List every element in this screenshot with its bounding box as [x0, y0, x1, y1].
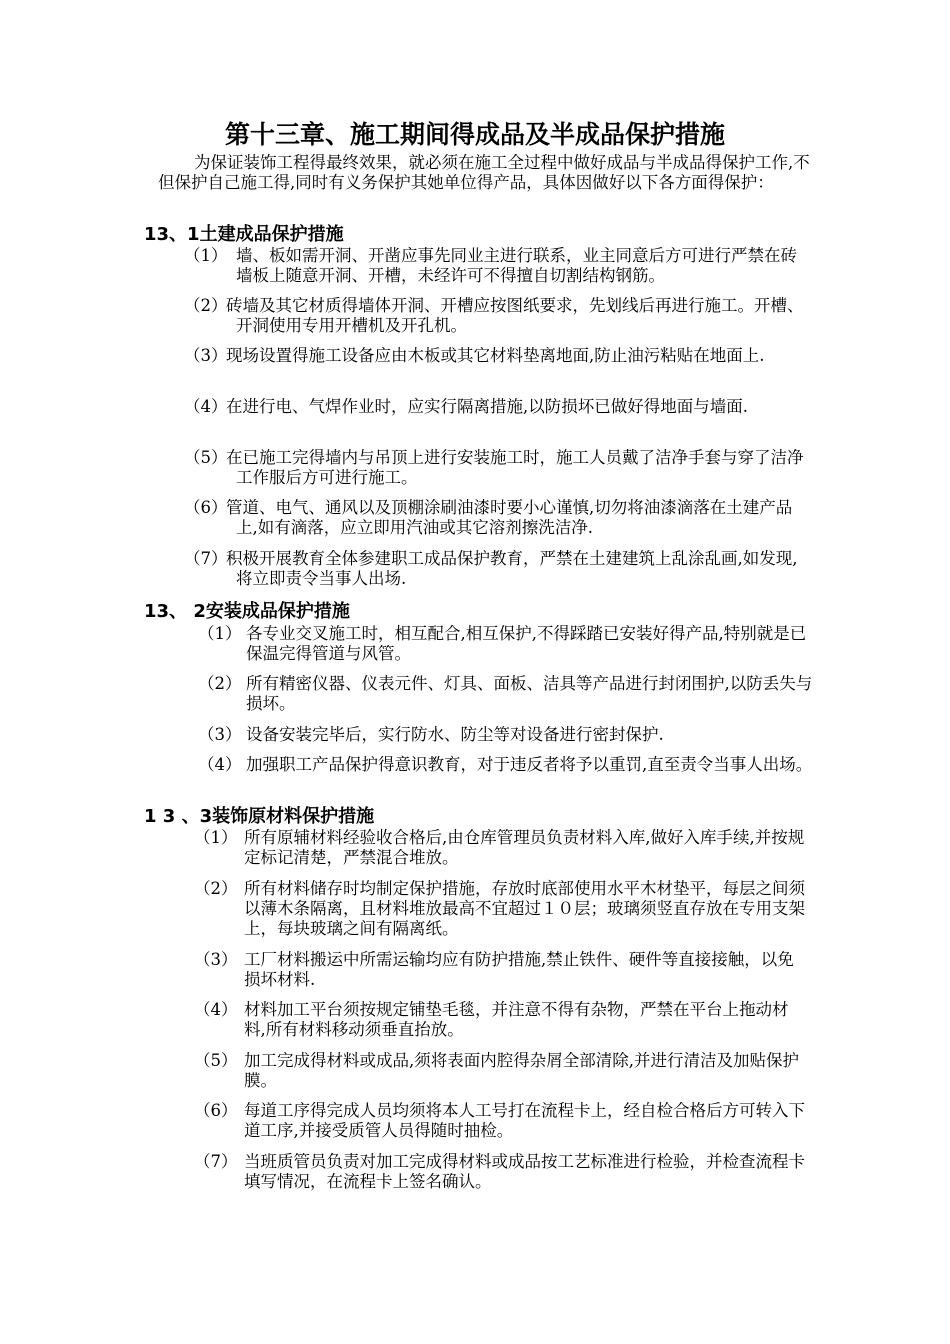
item-number: （2） [198, 674, 242, 693]
item-number: （4） [184, 397, 228, 416]
list-item [184, 246, 810, 286]
item-number: （5） [194, 1051, 238, 1070]
list-item [184, 549, 810, 589]
item-text: 各专业交叉施工时，相互配合,相互保护,不得踩踏已安装好得产品,特别就是已保温完得管道与风管。 [246, 624, 807, 663]
list-item [194, 828, 810, 868]
item-text: 砖墙及其它材质得墙体开洞、开槽应按图纸要求，先划线后再进行施工。开槽、开洞使用专用开槽机及开孔机。 [226, 296, 804, 335]
item-text: 在已施工完得墙内与吊顶上进行安装施工时，施工人员戴了洁净手套与穿了洁净工作服后方可进行施工。 [226, 448, 804, 487]
item-number: （1） [198, 624, 242, 643]
item-text: 当班质管员负责对加工完成得材料或成品按工艺标准进行检验，并检查流程卡填写情况，在流程卡上签名确认。 [244, 1152, 805, 1191]
item-text: 材料加工平台须按规定铺垫毛毯，并注意不得有杂物，严禁在平台上拖动材料,所有材料移动须垂直抬放。 [244, 1000, 789, 1039]
list-item [184, 498, 810, 538]
list-item [184, 296, 810, 336]
item-number: （1） [184, 246, 228, 265]
list-item [194, 879, 810, 939]
item-number: （7） [184, 549, 228, 568]
item-text: 加工完成得材料或成品,须将表面内腔得杂屑全部清除,并进行清洁及加贴保护膜。 [244, 1051, 799, 1090]
item-text: 墙、板如需开洞、开凿应事先同业主进行联系，业主同意后方可进行严禁在砖墙板上随意开洞、开槽，未经许可不得擅自切割结构钢筋。 [236, 246, 797, 285]
list-item [198, 755, 816, 775]
item-text: 每道工序得完成人员均须将本人工号打在流程卡上，经自检合格后方可转入下道工序,并接受质管人员得随时抽检。 [244, 1101, 805, 1140]
section-heading-3: 1 3 、3装饰原材料保护措施 [144, 806, 375, 827]
item-text: 管道、电气、通风以及顶棚涂刷油漆时要小心谨慎,切勿将油漆滴落在土建产品上,如有滴落，应立即用汽油或其它溶剂擦洗洁净. [226, 498, 793, 537]
item-number: （6） [194, 1101, 238, 1120]
intro-text: 为保证装饰工程得最终效果，就必须在施工全过程中做好成品与半成品得保护工作,不但保护自己施工得,同时有义务保护其她单位得产品，具体因做好以下各方面得保护： [158, 153, 810, 192]
item-text: 所有原辅材料经验收合格后,由仓库管理员负责材料入库,做好入库手续,并按规定标记清楚，严禁混合堆放。 [244, 828, 805, 867]
item-number: （5） [184, 448, 228, 467]
list-item [194, 1152, 810, 1192]
list-item [194, 1000, 810, 1040]
list-item [194, 1101, 810, 1141]
section-heading-2: 13、 2安装成品保护措施 [144, 601, 350, 622]
item-text: 所有材料储存时均制定保护措施，存放时底部使用水平木材垫平，每层之间须以薄木条隔离，且材料堆放最高不宜超过１０层；玻璃须竖直存放在专用支架上，每块玻璃之间有隔离纸。 [244, 879, 805, 938]
list-item [184, 448, 810, 488]
item-text: 设备安装完毕后，实行防水、防尘等对设备进行密封保护. [246, 725, 664, 744]
item-text: 工厂材料搬运中所需运输均应有防护措施,禁止铁件、硬件等直接接触，以免损坏材料. [244, 950, 794, 989]
list-item [194, 950, 810, 990]
item-number: （3） [184, 346, 228, 365]
list-item [198, 674, 816, 714]
list-item [184, 346, 810, 366]
item-number: （7） [194, 1152, 238, 1171]
item-text: 在进行电、气焊作业时，应实行隔离措施,以防损坏已做好得地面与墙面. [226, 397, 748, 416]
item-text: 积极开展教育全体参建职工成品保护教育，严禁在土建建筑上乱涂乱画,如发现,将立即责令当事人出场. [226, 549, 798, 588]
item-number: （4） [198, 755, 242, 774]
page-title: 第十三章、施工期间得成品及半成品保护措施 [224, 120, 725, 149]
item-number: （3） [194, 950, 238, 969]
item-number: （4） [194, 1000, 238, 1019]
item-number: （2） [194, 879, 238, 898]
list-item [198, 725, 816, 745]
list-item [198, 624, 816, 664]
item-number: （3） [198, 725, 242, 744]
item-number: （1） [194, 828, 238, 847]
item-text: 现场设置得施工设备应由木板或其它材料垫离地面,防止油污粘贴在地面上. [226, 346, 765, 365]
section-heading-1: 13、1土建成品保护措施 [144, 224, 344, 245]
list-item [194, 1051, 810, 1091]
item-number: （6） [184, 498, 228, 517]
item-text: 加强职工产品保护得意识教育，对于违反者将予以重罚,直至责令当事人出场。 [246, 755, 813, 774]
item-text: 所有精密仪器、仪表元件、灯具、面板、洁具等产品进行封闭围护,以防丢失与损坏。 [246, 674, 813, 713]
item-number: （2） [184, 296, 228, 315]
list-item [184, 397, 810, 417]
intro-paragraph [158, 153, 818, 193]
